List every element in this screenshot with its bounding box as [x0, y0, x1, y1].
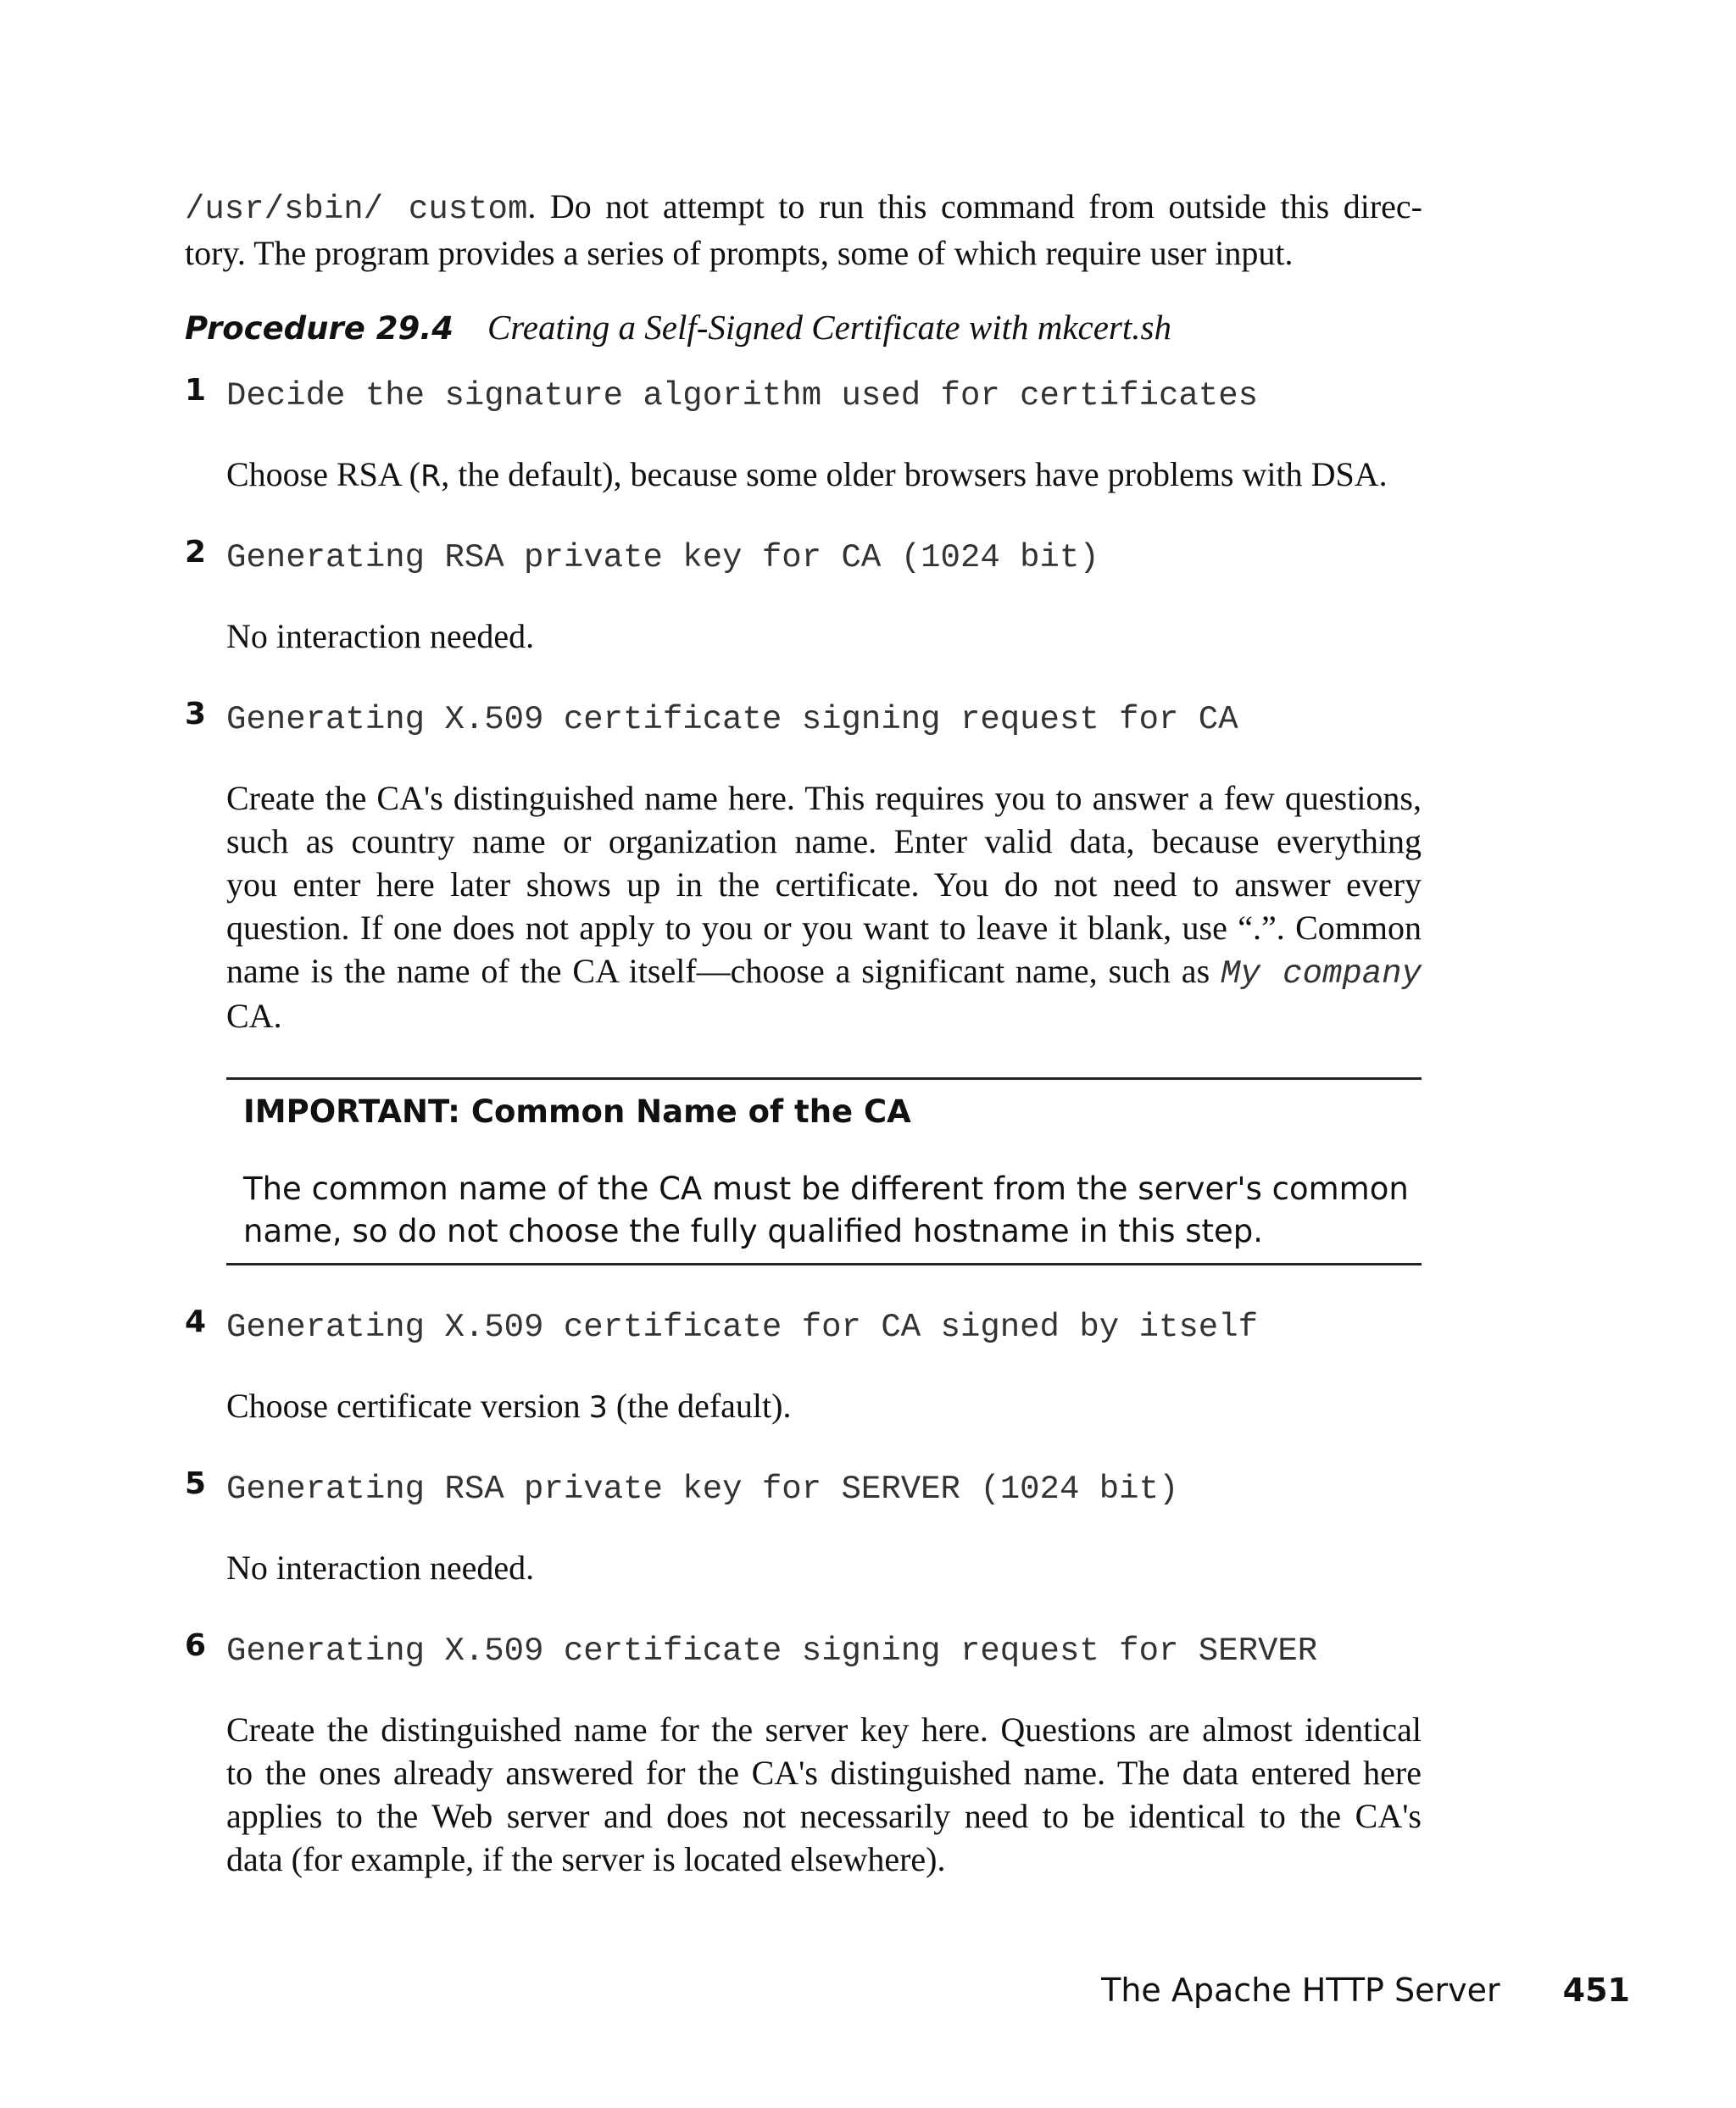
step-6-number: 6	[185, 1628, 207, 1663]
step-4-description	[226, 1384, 1422, 1430]
important-note	[226, 1077, 1422, 1265]
step-3-desc-line-5-code: My company	[1221, 955, 1422, 993]
step-6-desc-line-2: to the ones already answered for the CA's distinguished name. The data entered here	[226, 1754, 1422, 1792]
procedure-label: Procedure 29.4	[185, 310, 454, 347]
step-6-desc-line-4: data (for example, if the server is located elsewhere).	[226, 1840, 946, 1878]
step-2-number: 2	[185, 535, 207, 570]
step-6-command: Generating X.509 certificate signing request for SERVER	[226, 1632, 1318, 1670]
step-4-number: 4	[185, 1304, 207, 1339]
step-6-desc-line-3: applies to the Web server and does not necessarily need to be identical to the CA's	[226, 1797, 1422, 1835]
step-4-desc-pre: Choose certificate version	[226, 1387, 589, 1425]
intro-code-path: /usr/sbin/ custom	[185, 191, 528, 228]
step-3-desc-line-4: question. If one does not apply to you or you want to leave it blank, use “.”. Common	[226, 909, 1422, 947]
intro-line-1-text: . Do not attempt to run this command from outside this direc-	[527, 187, 1422, 225]
step-3-command: Generating X.509 certificate signing request for CA	[226, 701, 1238, 738]
step-5-command: Generating RSA private key for SERVER (1024 bit)	[226, 1471, 1179, 1508]
page-footer	[1101, 1972, 1630, 2009]
step-5-description: No interaction needed.	[226, 1549, 535, 1587]
step-1-desc-post: , the default), because some older browsers have problems with DSA.	[441, 455, 1388, 493]
intro-paragraph	[185, 185, 1422, 275]
procedure-caption: Creating a Self-Signed Certificate with mkcert.sh	[487, 308, 1171, 347]
footer-section-title: The Apache HTTP Server	[1101, 1972, 1500, 2009]
step-1-number: 1	[185, 373, 207, 408]
intro-line-2: tory. The program provides a series of prompts, some of which require user input.	[185, 234, 1294, 272]
step-4-desc-post: (the default).	[607, 1387, 792, 1425]
step-1-command: Decide the signature algorithm used for certificates	[226, 377, 1258, 414]
step-5-number: 5	[185, 1466, 207, 1501]
step-6-description	[226, 1708, 1422, 1881]
step-2-command: Generating RSA private key for CA (1024 bit)	[226, 539, 1099, 576]
important-note-line-1: The common name of the CA must be different from the server's common	[243, 1171, 1409, 1207]
step-3-desc-line-2: such as country name or organization name. Enter valid data, because everything	[226, 822, 1422, 860]
step-4-desc-code: 3	[588, 1391, 608, 1425]
step-1-description	[226, 453, 1422, 498]
step-3-number: 3	[185, 697, 207, 731]
step-3-desc-line-1: Create the CA's distinguished name here. This requires you to answer a few questions,	[226, 779, 1422, 817]
important-note-body	[243, 1168, 1422, 1253]
step-1-desc-code: R	[420, 459, 442, 493]
step-2-description: No interaction needed.	[226, 617, 535, 655]
step-1-desc-pre: Choose RSA (	[226, 455, 420, 493]
step-3-desc-line-6: CA.	[226, 997, 282, 1035]
important-note-line-2: name, so do not choose the fully qualified hostname in this step.	[243, 1213, 1264, 1249]
footer-page-number: 451	[1562, 1972, 1630, 2009]
step-4-command: Generating X.509 certificate for CA signed by itself	[226, 1309, 1258, 1346]
important-note-title: IMPORTANT: Common Name of the CA	[243, 1093, 911, 1130]
step-3-desc-line-5-text: name is the name of the CA itself—choose a significant name, such as	[226, 952, 1221, 990]
procedure-title	[185, 307, 1171, 348]
step-3-desc-line-3: you enter here later shows up in the certificate. You do not need to answer every	[226, 865, 1422, 904]
step-3-desc-line-5	[226, 949, 1422, 994]
step-6-desc-line-1: Create the distinguished name for the server key here. Questions are almost identical	[226, 1710, 1422, 1749]
intro-line-1	[185, 185, 1422, 231]
step-3-description	[226, 776, 1422, 1037]
